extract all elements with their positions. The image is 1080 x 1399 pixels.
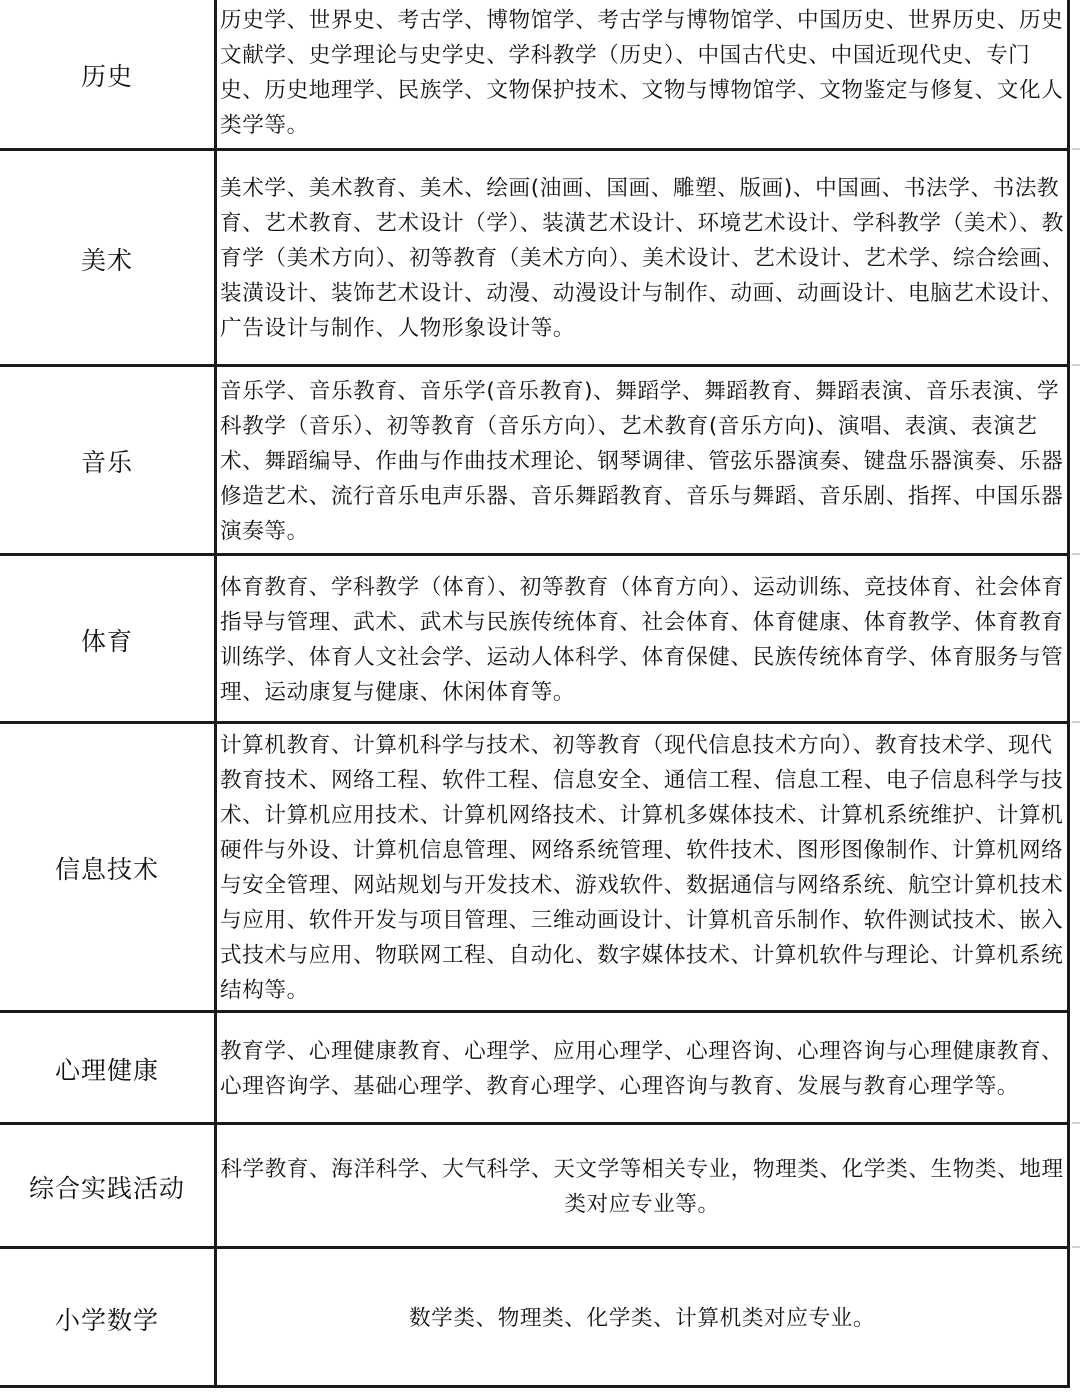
majors-text: 历史学、世界史、考古学、博物馆学、考古学与博物馆学、中国历史、世界历史、历史文献学、史学理论与史学史、学科教学（历史）、中国古代史、中国近现代史、专门史、历史地理学、民族学、文物保护技术、文物与博物馆学、文物鉴定与修复、文化人类学等。	[220, 8, 1064, 138]
subject-cell: 美术	[80, 245, 133, 275]
majors-cell	[220, 724, 1066, 1012]
table-row-mental-health	[0, 1010, 1070, 1124]
table-row-practice	[0, 1122, 1070, 1248]
majors-text: 科学教育、海洋科学、大气科学、天文学等相关专业，物理类、化学类、生物类、地理类对应专业等。	[220, 1156, 1064, 1217]
majors-text: 音乐学、音乐教育、音乐学(音乐教育)、舞蹈学、舞蹈教育、舞蹈表演、音乐表演、学科教学（音乐）、初等教育（音乐方向）、艺术教育(音乐方向)、演唱、表演、表演艺术、舞蹈编导、作曲与作曲技术理论、钢琴调律、管弦乐器演奏、键盘乐器演奏、乐器修造艺术、流行音乐电声乐器、音乐舞蹈教育、音乐与舞蹈、音乐剧、指挥、中国乐器演奏等。	[220, 378, 1064, 544]
edge-tick	[1072, 721, 1080, 723]
subject-cell: 综合实践活动	[28, 1173, 185, 1203]
table-row-music	[0, 364, 1070, 555]
subject-cell: 心理健康	[54, 1055, 159, 1085]
majors-cell	[220, 151, 1066, 366]
table-row-primary-math	[0, 1246, 1070, 1388]
subject-cell: 体育	[80, 626, 133, 656]
majors-cell	[220, 1125, 1066, 1248]
majors-cell	[220, 0, 1066, 150]
majors-text: 体育教育、学科教学（体育）、初等教育（体育方向）、运动训练、竞技体育、社会体育指导与管理、武术、武术与民族传统体育、社会体育、体育健康、体育教学、体育教育训练学、体育人文社会学、运动人体科学、体育保健、民族传统体育学、体育服务与管理、运动康复与健康、休闲体育等。	[220, 574, 1064, 705]
edge-tick	[1072, 1122, 1080, 1124]
majors-text: 数学类、物理类、化学类、计算机类对应专业。	[408, 1306, 876, 1331]
subject-cell: 音乐	[80, 448, 133, 477]
majors-cell	[220, 367, 1066, 555]
subject-cell: 历史	[80, 62, 133, 91]
column-divider	[214, 0, 217, 1388]
edge-tick	[1072, 553, 1080, 555]
table-row-pe	[0, 553, 1070, 723]
majors-text: 计算机教育、计算机科学与技术、初等教育（现代信息技术方向）、教育技术学、现代教育技术、网络工程、软件工程、信息安全、通信工程、信息工程、电子信息科学与技术、计算机应用技术、计算机网络技术、计算机多媒体技术、计算机系统维护、计算机硬件与外设、计算机信息管理、网络系统管理、软件技术、图形图像制作、计算机网络与安全管理、网站规划与开发技术、游戏软件、数据通信与网络系统、航空计算机技术与应用、软件开发与项目管理、三维动画设计、计算机音乐制作、软件测试技术、嵌入式技术与应用、物联网工程、自动化、数字媒体技术、计算机软件与理论、计算机系统结构等。	[220, 733, 1064, 1003]
majors-cell	[220, 556, 1066, 723]
edge-tick	[1072, 1246, 1080, 1248]
subject-cell: 信息技术	[54, 855, 159, 884]
majors-cell	[220, 1249, 1066, 1388]
majors-cell	[220, 1013, 1066, 1124]
majors-text: 美术学、美术教育、美术、绘画(油画、国画、雕塑、版画)、中国画、书法学、书法教育、艺术教育、艺术设计（学）、装潢艺术设计、环境艺术设计、学科教学（美术）、教育学（美术方向）、初等教育（美术方向）、美术设计、艺术设计、艺术学、综合绘画、装潢设计、装饰艺术设计、动漫、动漫设计与制作、动画、动画设计、电脑艺术设计、广告设计与制作、人物形象设计等。	[220, 176, 1064, 341]
table-row-art	[0, 148, 1070, 366]
subject-cell: 小学数学	[54, 1305, 159, 1335]
table-row-history	[0, 0, 1070, 150]
edge-tick	[1072, 148, 1080, 150]
majors-text: 教育学、心理健康教育、心理学、应用心理学、心理咨询、心理咨询与心理健康教育、心理咨询学、基础心理学、教育心理学、心理咨询与教育、发展与教育心理学等。	[220, 1038, 1064, 1099]
table-row-it	[0, 721, 1070, 1012]
edge-tick	[1072, 364, 1080, 366]
